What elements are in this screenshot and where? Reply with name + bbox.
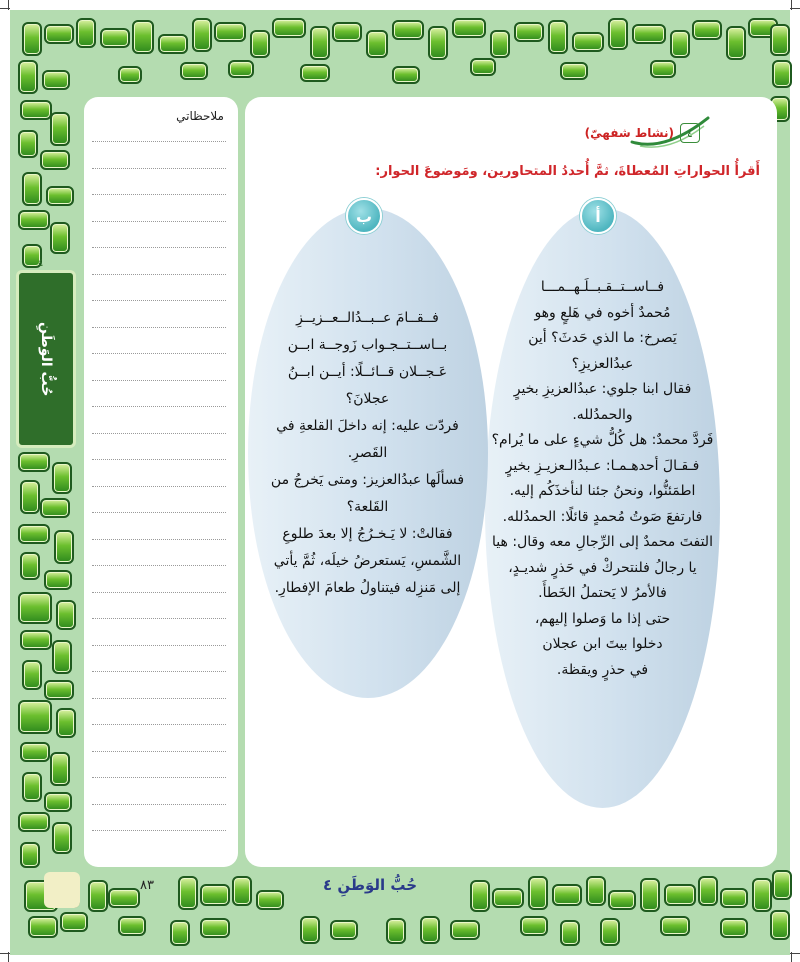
decorative-pill <box>100 28 130 48</box>
notes-line <box>92 380 226 381</box>
decorative-pill <box>50 112 70 146</box>
crop-mark <box>791 0 792 10</box>
decorative-pill <box>56 600 76 630</box>
decorative-pill <box>44 570 72 590</box>
notes-line <box>92 247 226 248</box>
dialogue-a-line: التفتَ محمدٌ إلى الرِّجالِ معه وقال: هيا <box>492 534 713 550</box>
decorative-pill <box>54 530 74 564</box>
decorative-pill <box>386 918 406 944</box>
dialogue-a-badge: أ <box>580 198 616 234</box>
decorative-pill <box>470 880 490 912</box>
dialogue-b-line: فسألَها عبدُالعزيز: ومتى يَخرجُ من <box>270 472 465 488</box>
decorative-pill <box>310 26 330 60</box>
decorative-pill <box>88 880 108 912</box>
decorative-pill <box>720 918 748 938</box>
dialogue-b-line: فقالتْ: لا يَـخـرُجُ إلا بعدَ طلوعِ <box>282 526 453 542</box>
page-number: ٨٣ <box>140 878 154 893</box>
decorative-pill <box>20 742 50 762</box>
notes-line <box>92 539 226 540</box>
notes-line <box>92 645 226 646</box>
decorative-pill <box>586 876 606 906</box>
decorative-pill <box>330 920 358 940</box>
decorative-pill <box>492 888 524 908</box>
decorative-pill <box>428 26 448 60</box>
notes-line <box>92 433 226 434</box>
dialogue-b-line: فردّت عليه: إنه داخلَ القلعةِ في <box>276 418 459 434</box>
decorative-pill <box>40 498 70 518</box>
decorative-pill <box>420 916 440 944</box>
decorative-pill <box>698 876 718 906</box>
decorative-pill <box>664 884 696 906</box>
decorative-pill <box>600 918 620 946</box>
dialogue-a-line: فالأمرُ لا يَحتملُ الخَطأَ. <box>538 585 667 601</box>
decorative-pill <box>132 20 154 54</box>
decorative-pill <box>50 222 70 254</box>
notes-line <box>92 804 226 805</box>
decorative-pill <box>772 870 792 900</box>
dialogue-a-line: والحمدُلله. <box>572 406 633 423</box>
notes-line <box>92 353 226 354</box>
decorative-pill <box>22 22 42 56</box>
decorative-pill <box>452 18 486 38</box>
decorative-pill <box>20 842 40 868</box>
decorative-pill <box>28 916 58 938</box>
decorative-pill <box>18 700 52 734</box>
decorative-pill <box>490 30 510 58</box>
decorative-pill <box>200 918 230 938</box>
crop-mark <box>791 952 792 962</box>
notes-line <box>92 459 226 460</box>
side-tab-label: حُبُّ الوَطَنِ <box>38 321 54 397</box>
decorative-pill <box>200 884 230 906</box>
notes-line <box>92 327 226 328</box>
notes-line <box>92 830 226 831</box>
decorative-pill <box>300 64 330 82</box>
decorative-pill <box>18 524 50 544</box>
notes-title: ملاحظاتي <box>176 109 224 123</box>
crop-mark <box>8 952 9 962</box>
decorative-pill <box>228 60 254 78</box>
activity-label: (نشاط شفهيّ) <box>584 126 674 140</box>
decorative-pill <box>514 22 544 42</box>
decorative-pill <box>772 60 792 88</box>
decorative-pill <box>18 592 52 624</box>
decorative-pill <box>76 18 96 48</box>
dialogue-a-line: فَردَّ محمدٌ: هل كُلُّ شيءٍ على ما يُرام؟ <box>491 432 714 448</box>
dialogue-a-line: فقال ابنا جلوي: عبدُالعزيزِ بخيرٍ <box>513 381 692 397</box>
decorative-pill <box>232 876 252 906</box>
decorative-pill <box>560 920 580 946</box>
decorative-pill <box>332 22 362 42</box>
notes-line <box>92 486 226 487</box>
dialogue-b-line: إلى مَنزِله فيتناولُ طعامَ الإفطارِ. <box>274 580 461 596</box>
decorative-pill <box>632 24 666 44</box>
dialogue-a-line: فـقـالَ أحدهـمـا: عـبدُالـعزيـزِ بخيرٍ <box>505 457 700 474</box>
decorative-pill <box>450 920 480 940</box>
decorative-pill <box>118 916 146 936</box>
decorative-pill <box>44 792 72 812</box>
decorative-pill <box>50 752 70 786</box>
decorative-pill <box>44 24 74 44</box>
decorative-pill <box>42 70 70 90</box>
notes-panel <box>84 97 238 867</box>
decorative-pill <box>52 640 72 674</box>
decorative-pill <box>52 822 72 854</box>
dialogue-b-line: بــاســتــجـواب زَوجــة ابــن <box>287 337 448 353</box>
decorative-pill <box>692 20 722 40</box>
notes-line <box>92 751 226 752</box>
decorative-pill <box>552 884 582 906</box>
decorative-pill <box>770 24 790 56</box>
dialogue-a-line: في حذرٍ ويقظة. <box>556 661 649 678</box>
decorative-pill <box>770 910 790 940</box>
side-tab-number: ٤ <box>38 258 44 269</box>
decorative-pill <box>22 660 42 690</box>
crop-mark <box>8 0 9 10</box>
decorative-pill <box>726 26 746 60</box>
decorative-pill <box>20 552 40 580</box>
decorative-pill <box>520 916 548 936</box>
decorative-pill <box>40 150 70 170</box>
notes-line <box>92 221 226 222</box>
dialogue-b-badge: ب <box>346 198 382 234</box>
dialogue-a-line: دخلوا بيتَ ابن عجلان <box>542 636 663 652</box>
dialogue-a-line: عبدُالعزيزِ؟ <box>571 355 634 372</box>
decorative-pill <box>670 30 690 58</box>
decorative-pill <box>470 58 496 76</box>
decorative-pill <box>392 20 424 40</box>
notes-line <box>92 592 226 593</box>
activity-heading <box>585 122 700 144</box>
decorative-pill <box>22 172 42 206</box>
decorative-pill <box>20 630 52 650</box>
decorative-pill <box>170 920 190 946</box>
notes-line <box>92 141 226 142</box>
notes-line <box>92 618 226 619</box>
dialogue-b-line: القَلعة؟ <box>346 499 389 515</box>
notes-line <box>92 671 226 672</box>
notes-line <box>92 724 226 725</box>
decorative-pill <box>18 130 38 158</box>
dialogue-b-line: القَصرِ. <box>347 445 388 461</box>
notes-line <box>92 777 226 778</box>
decorative-pill <box>22 772 42 802</box>
notes-line <box>92 168 226 169</box>
decorative-pill <box>640 878 660 912</box>
decorative-pill <box>250 30 270 58</box>
dialogue-b-line: فــقــامَ عــبــدُالــعــزيــزِ <box>296 310 439 326</box>
notes-line <box>92 300 226 301</box>
decorative-pill <box>192 18 212 52</box>
decorative-pill <box>158 34 188 54</box>
decorative-pill <box>18 210 50 230</box>
dialogue-a-line: مُحمدٌ أخوه في هَلعٍ وهو <box>534 304 671 321</box>
dialogue-b-line: عجلانَ؟ <box>345 391 390 407</box>
notes-line <box>92 406 226 407</box>
dialogue-b-line: عَـجــلان قــائــلًا: أيــن ابــنُ <box>287 364 448 380</box>
dialogue-a-line: اطمَئنُّوا، ونحنُ جئنا لنأخذَكُم إليه. <box>509 483 696 499</box>
decorative-pill <box>178 876 198 910</box>
decorative-pill <box>180 62 208 80</box>
footer-title: حُبُّ الوَطَنِ ٤ <box>322 876 418 894</box>
side-chapter-tab <box>16 270 76 448</box>
footer-logo-box <box>44 872 80 908</box>
decorative-pill <box>608 18 628 50</box>
dialogue-b-text <box>255 305 480 602</box>
dialogue-a-line: فارتفعَ صَوتُ مُحمدٍ قائلًا: الحمدُلله. <box>502 508 703 525</box>
decorative-pill <box>256 890 284 910</box>
decorative-pill <box>560 62 588 80</box>
decorative-pill <box>528 876 548 910</box>
decorative-pill <box>20 480 40 514</box>
decorative-pill <box>44 680 74 700</box>
notes-line <box>92 194 226 195</box>
decorative-pill <box>392 66 420 84</box>
decorative-pill <box>752 878 772 912</box>
decorative-pill <box>108 888 140 908</box>
instruction-text: أَقرأُ الحواراتِ المُعطاةَ، ثمَّ أُحددُ المتحاورين، ومَوضوعَ الحوار: <box>375 164 760 179</box>
decorative-pill <box>56 708 76 738</box>
decorative-pill <box>572 32 604 52</box>
dialogue-a-line: يا رجالُ فلنتحركْ في حَذرٍ شديـدٍ، <box>508 559 697 576</box>
decorative-pill <box>18 812 50 832</box>
decorative-pill <box>18 452 50 472</box>
notes-line <box>92 274 226 275</box>
decorative-pill <box>60 912 88 932</box>
decorative-pill <box>46 186 74 206</box>
decorative-pill <box>720 888 748 908</box>
decorative-pill <box>650 60 676 78</box>
notes-line <box>92 565 226 566</box>
decorative-pill <box>118 66 142 84</box>
notes-line <box>92 512 226 513</box>
decorative-pill <box>366 30 388 58</box>
decorative-pill <box>20 100 52 120</box>
decorative-pill <box>52 462 72 494</box>
decorative-pill <box>548 20 568 54</box>
dialogue-b-line: الشَّمسِ، يَستعرضُ خيلَه، ثُمَّ يأتي <box>273 553 462 569</box>
activity-number: ٤ <box>680 123 700 143</box>
decorative-pill <box>608 890 636 910</box>
decorative-pill <box>272 18 306 38</box>
dialogue-a-line: فــاســتــقـبــلَـهــمـــا <box>540 279 665 295</box>
decorative-pill <box>18 60 38 94</box>
dialogue-a-line: حتى إذا ما وَصلوا إليهم، <box>534 610 671 627</box>
decorative-pill <box>214 22 246 42</box>
dialogue-a-text <box>490 275 715 683</box>
decorative-pill <box>660 916 690 936</box>
decorative-pill <box>300 916 320 944</box>
dialogue-a-line: يَصرخ: ما الذي حَدثَ؟ أين <box>528 330 677 346</box>
notes-line <box>92 698 226 699</box>
